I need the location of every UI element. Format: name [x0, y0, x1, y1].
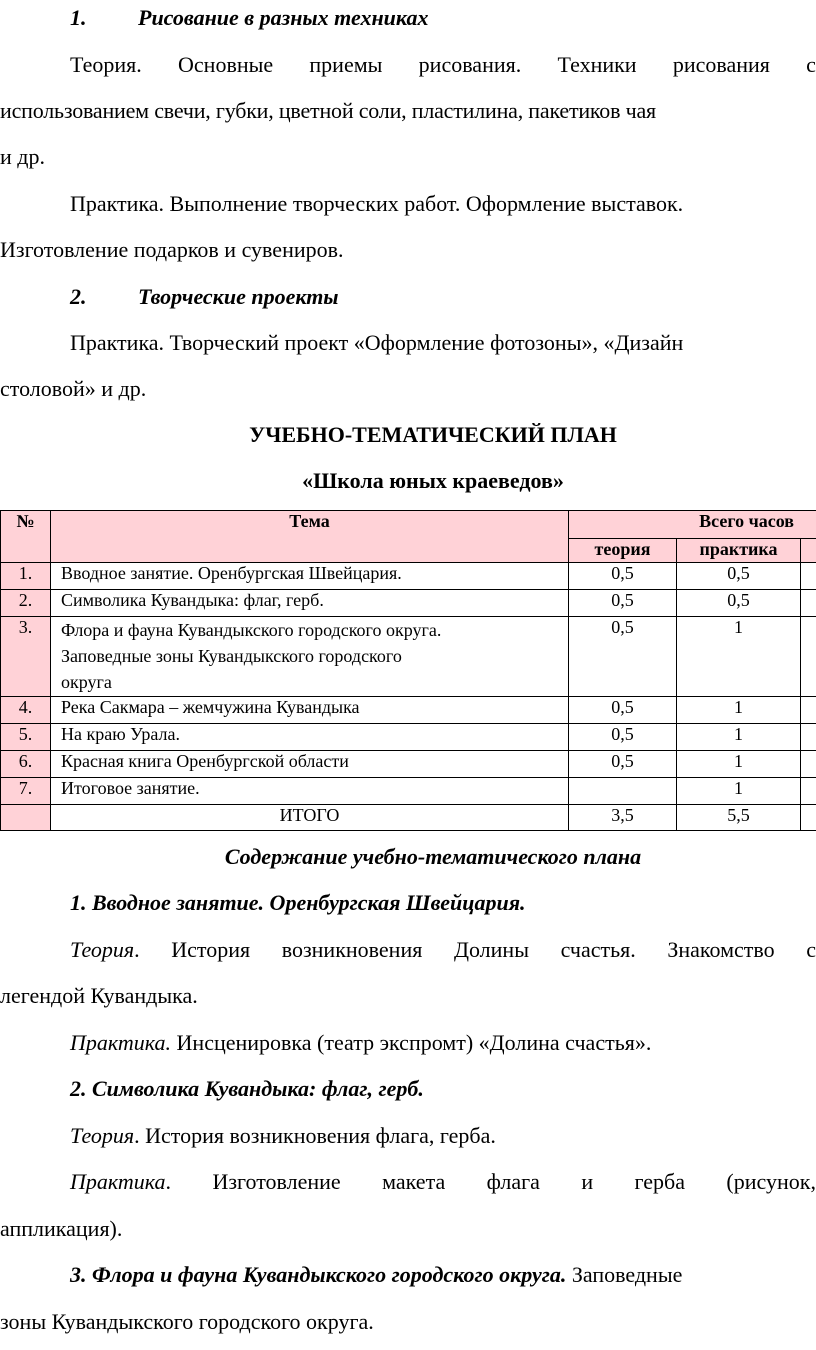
plan-table [0, 510, 816, 831]
content-s2-theory: Теория. История возникновения флага, герба. [70, 1123, 496, 1148]
content-s3-line-2: зоны Кувандыкского городского округа. [0, 1309, 374, 1334]
header-num: № [1, 511, 51, 563]
content-s2-heading: 2. Символика Кувандыка: флаг, герб. [70, 1076, 424, 1101]
header-practice: практика [677, 539, 801, 563]
content-s1-heading: 1. Вводное занятие. Оренбургская Швейцария. [70, 890, 526, 915]
header-total: Всего часов [569, 511, 816, 539]
content-s2-practice-line-1: Практика. Изготовление макета флага и герба (рисунок, [70, 1169, 816, 1194]
projects-line-1: Практика. Творческий проект «Оформление фотозоны», «Дизайн [70, 330, 684, 355]
content-s3-heading: 3. Флора и фауна Кувандыкского городского округа. Заповедные [70, 1262, 683, 1287]
theory-line-1: Теория. Основные приемы рисования. Техники рисования с [70, 52, 816, 77]
table-row: 7. Итоговое занятие. 1 [1, 778, 816, 805]
header-topic: Тема [51, 511, 569, 563]
practice-line-2: Изготовление подарков и сувениров. [0, 237, 344, 262]
header-theory: теория [569, 539, 677, 563]
table-row: 4. Река Сакмара – жемчужина Кувандыка 0,5 1 [1, 697, 816, 724]
projects-line-2: столовой» и др. [0, 376, 147, 401]
table-row: 1. Вводное занятие. Оренбургская Швейцария. 0,5 0,5 [1, 563, 816, 590]
table-row: 2. Символика Кувандыка: флаг, герб. 0,5 0,5 [1, 590, 816, 617]
content-s1-theory-line-2: легендой Кувандыка. [0, 983, 198, 1008]
section-heading-drawing: 1. Рисование в разных техниках [70, 5, 429, 30]
plan-subtitle: «Школа юных краеведов» [302, 468, 564, 493]
table-row: 6. Красная книга Оренбургской области 0,5 1 [1, 751, 816, 778]
table-row: 5. На краю Урала. 0,5 1 [1, 724, 816, 751]
table-total-row: ИТОГО 3,5 5,5 [1, 805, 816, 831]
content-title: Содержание учебно-тематического плана [224, 844, 642, 869]
practice-line-1: Практика. Выполнение творческих работ. Оформление выставок. [70, 191, 684, 216]
table-header-row [1, 511, 816, 539]
content-s1-practice: Практика. Инсценировка (театр экспромт) «Долина счастья». [70, 1030, 652, 1055]
content-s1-theory-line-1: Теория. История возникновения Долины счастья. Знакомство с [70, 937, 816, 962]
content-s2-practice-line-2: аппликация). [0, 1216, 123, 1241]
section-heading-projects: 2. Творческие проекты [70, 284, 339, 309]
theory-line-3: и др. [0, 144, 45, 169]
header-spacer [801, 539, 816, 563]
plan-title: УЧЕБНО-ТЕМАТИЧЕСКИЙ ПЛАН [249, 422, 617, 447]
theory-line-2: использованием свечи, губки, цветной соли, пластилина, пакетиков чая [0, 98, 656, 123]
table-row: 3. Флора и фауна Кувандыкского городского округа. Заповедные зоны Кувандыкского городского округа 0,5 1 [1, 617, 816, 697]
